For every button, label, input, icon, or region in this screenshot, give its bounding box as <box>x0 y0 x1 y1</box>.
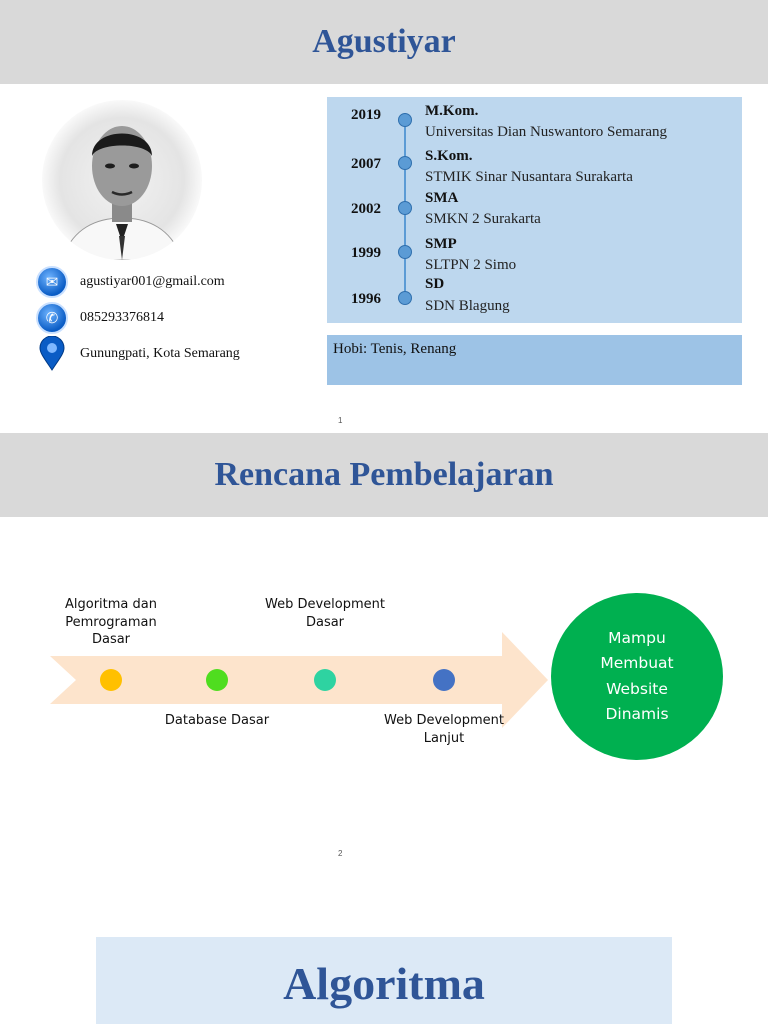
phone-text: 085293376814 <box>80 310 164 325</box>
step-dot-3 <box>314 669 336 691</box>
timeline-item <box>327 238 742 278</box>
step-dot-1 <box>100 669 122 691</box>
timeline-dot <box>398 201 412 215</box>
timeline-year: 2002 <box>351 201 381 217</box>
contact-email <box>36 266 225 298</box>
contact-phone <box>36 302 164 334</box>
timeline-dot <box>398 156 412 170</box>
timeline-institution: SMKN 2 Surakarta <box>425 211 541 227</box>
slide3-title: Algoritma <box>283 958 485 1009</box>
timeline-degree: S.Kom. <box>425 148 473 164</box>
goal-line: Mampu <box>608 628 666 647</box>
location-text: Gunungpati, Kota Semarang <box>80 346 240 361</box>
timeline-degree: M.Kom. <box>425 103 479 119</box>
timeline-degree: SMP <box>425 236 457 252</box>
timeline-dot <box>398 113 412 127</box>
step-label-2: Database Dasar <box>164 713 270 728</box>
goal-line: Membuat <box>600 654 674 672</box>
timeline-institution: SDN Blagung <box>425 298 510 314</box>
step-dot-2 <box>206 669 228 691</box>
timeline-year: 1999 <box>351 245 381 261</box>
timeline-institution: SLTPN 2 Simo <box>425 257 517 273</box>
step-label-1: Algoritma dan Pemrograman Dasar <box>65 597 157 647</box>
slide3 <box>96 937 672 1024</box>
timeline-item <box>327 278 742 318</box>
step-label-4: Web Development Lanjut <box>384 713 504 746</box>
page-number: 1 <box>338 416 343 425</box>
timeline-degree: SMA <box>425 190 459 206</box>
timeline-year: 2019 <box>351 107 381 123</box>
slide2-title: Rencana Pembelajaran <box>214 456 554 493</box>
timeline-dot <box>398 291 412 305</box>
goal-line: Website <box>606 679 668 698</box>
timeline-institution: Universitas Dian Nuswantoro Semarang <box>425 124 668 140</box>
slide1-title: Agustiyar <box>312 23 456 60</box>
timeline-year: 1996 <box>351 291 381 307</box>
hobby-box <box>327 335 742 385</box>
slide2-title-bar <box>0 433 768 517</box>
step-label-3: Web Development Dasar <box>265 597 385 630</box>
step-dot-4 <box>433 669 455 691</box>
education-timeline <box>327 97 742 323</box>
timeline-year: 2007 <box>351 156 381 172</box>
timeline-degree: SD <box>425 276 445 292</box>
timeline-item <box>327 148 742 188</box>
location-pin-icon <box>36 336 68 372</box>
contact-location <box>36 336 240 372</box>
slide1-title-bar <box>0 0 768 84</box>
email-text: agustiyar001@gmail.com <box>80 274 225 289</box>
timeline-item <box>327 103 742 143</box>
phone-icon: ✆ <box>36 302 68 334</box>
goal-circle <box>551 593 723 760</box>
page-number: 2 <box>338 849 343 858</box>
email-icon: ✉ <box>36 266 68 298</box>
hobby-text: Hobi: Tenis, Renang <box>333 341 457 357</box>
person-portrait-icon <box>42 100 202 260</box>
timeline-institution: STMIK Sinar Nusantara Surakarta <box>425 169 633 185</box>
timeline-item <box>327 190 742 230</box>
timeline-dot <box>398 245 412 259</box>
profile-photo <box>42 100 202 260</box>
goal-line: Dinamis <box>605 705 669 723</box>
